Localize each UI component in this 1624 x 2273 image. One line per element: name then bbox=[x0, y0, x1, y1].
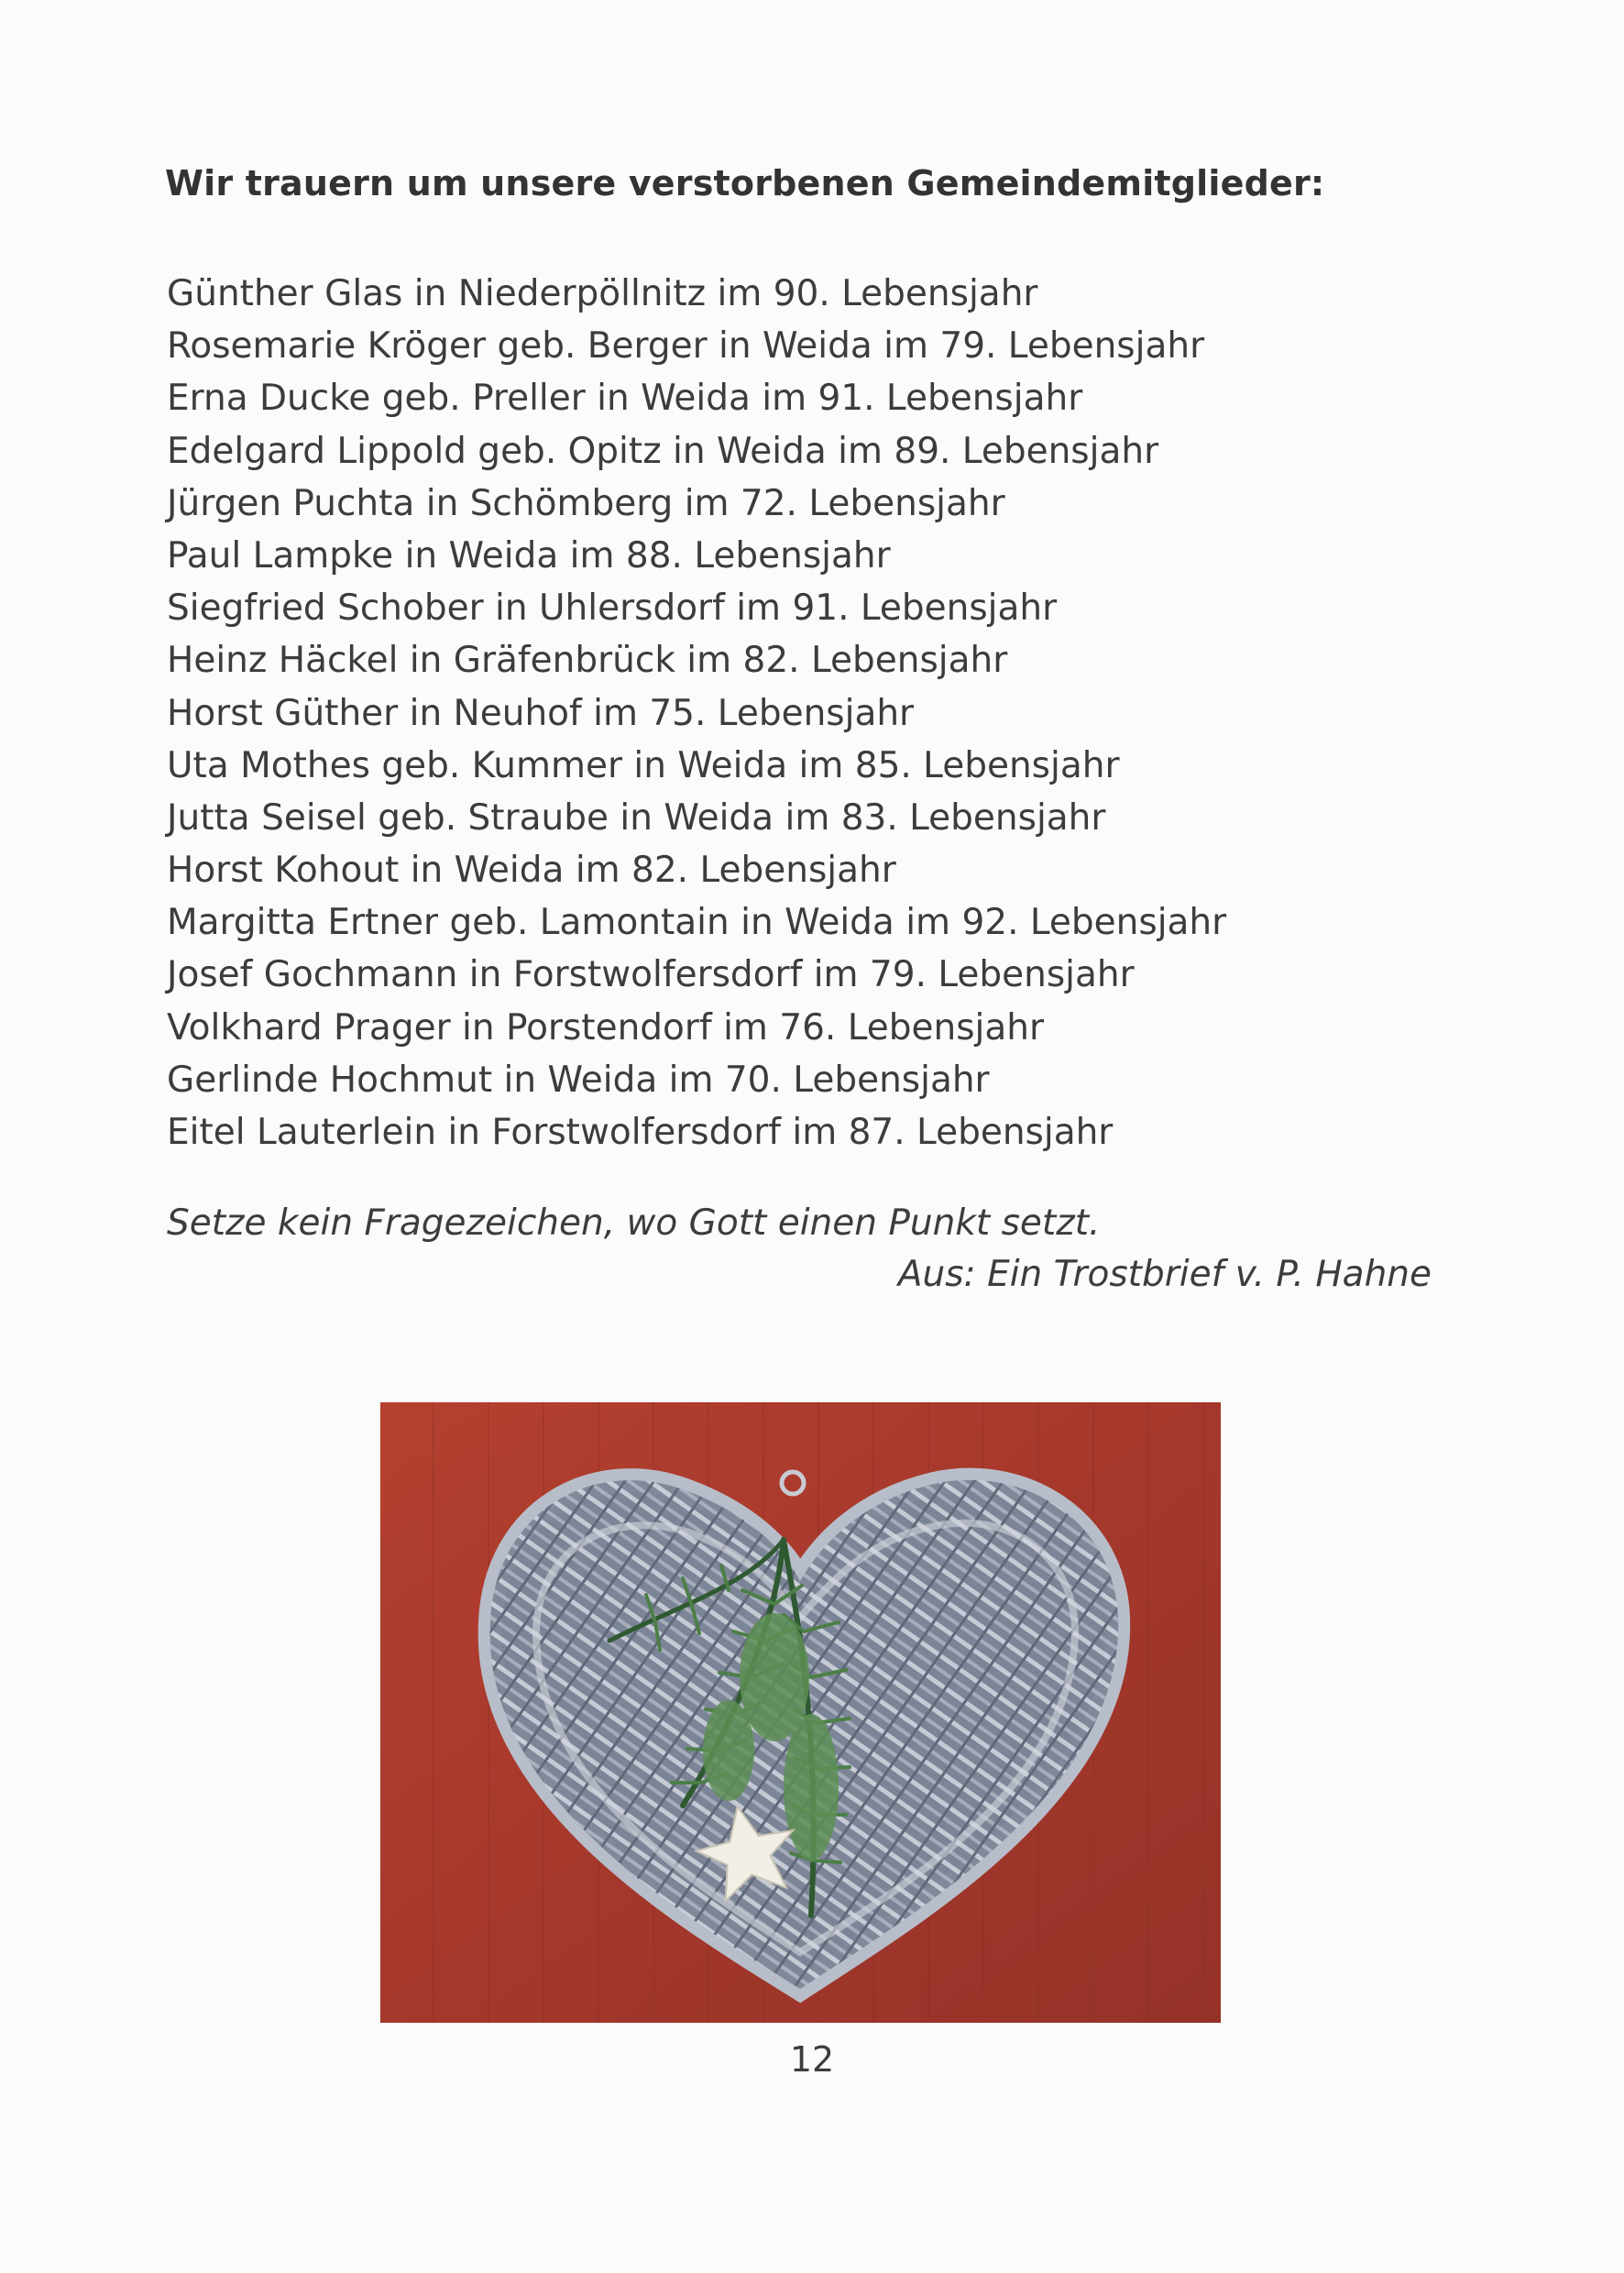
list-item: Volkhard Prager in Porstendorf im 76. Lebensjahr bbox=[167, 1006, 1045, 1049]
list-item: Margitta Ertner geb. Lamontain in Weida im 92. Lebensjahr bbox=[167, 902, 1227, 944]
list-item: Günther Glas in Niederpöllnitz im 90. Lebensjahr bbox=[167, 273, 1038, 314]
list-item: Horst Kohout in Weida im 82. Lebensjahr bbox=[167, 850, 896, 892]
quote-source: Aus: Ein Trostbrief v. P. Hahne bbox=[897, 1254, 1432, 1295]
wicker-heart-photo bbox=[380, 1402, 1221, 2023]
list-item: Gerlinde Hochmut in Weida im 70. Lebensjahr bbox=[167, 1059, 990, 1101]
page-number: 12 bbox=[789, 2039, 835, 2080]
list-item: Rosemarie Kröger geb. Berger in Weida im 79. Lebensjahr bbox=[167, 325, 1205, 368]
list-item: Josef Gochmann in Forstwolfersdorf im 79. Lebensjahr bbox=[167, 954, 1135, 996]
list-item: Paul Lampke in Weida im 88. Lebensjahr bbox=[167, 534, 891, 576]
list-item: Heinz Häckel in Gräfenbrück im 82. Lebensjahr bbox=[167, 640, 1008, 682]
list-item: Eitel Lauterlein in Forstwolfersdorf im 87. Lebensjahr bbox=[167, 1112, 1114, 1153]
list-item: Horst Güther in Neuhof im 75. Lebensjahr bbox=[167, 692, 915, 734]
quote-text: Setze kein Fragezeichen, wo Gott einen Punkt setzt. bbox=[167, 1202, 1101, 1244]
list-item: Erna Ducke geb. Preller in Weida im 91. Lebensjahr bbox=[167, 378, 1083, 420]
list-item: Siegfried Schober in Uhlersdorf im 91. Lebensjahr bbox=[167, 587, 1058, 630]
page-heading: Wir trauern um unsere verstorbenen Gemeindemitglieder: bbox=[165, 163, 1325, 203]
obituary-list bbox=[167, 268, 1226, 1158]
list-item: Jutta Seisel geb. Straube in Weida im 83. Lebensjahr bbox=[167, 796, 1106, 839]
list-item: Jürgen Puchta in Schömberg im 72. Lebensjahr bbox=[167, 482, 1005, 524]
list-item: Edelgard Lippold geb. Opitz in Weida im 89. Lebensjahr bbox=[167, 430, 1159, 472]
list-item: Uta Mothes geb. Kummer in Weida im 85. Lebensjahr bbox=[167, 744, 1120, 786]
